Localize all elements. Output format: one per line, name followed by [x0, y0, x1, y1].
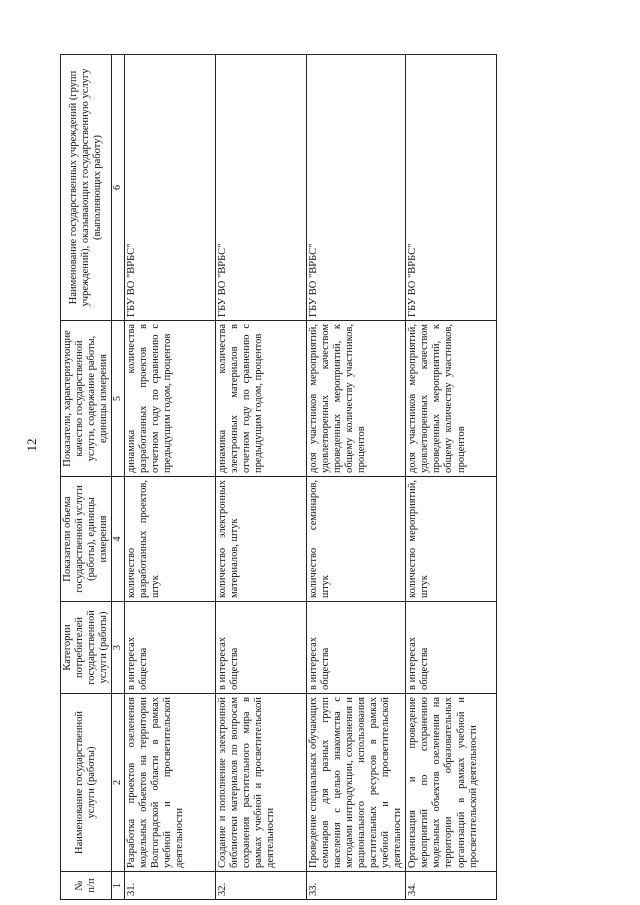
volume-indicator: количество мероприятий, штук [406, 477, 497, 602]
col-number: 4 [112, 477, 125, 602]
header-consumer-category: Категории потребителей государственной услуги (работы) [61, 602, 112, 694]
service-name: Разработка проектов озеленения модельных объектов на территории Волгоградской области в рамках учебной и просветительской деятельности [124, 694, 215, 872]
service-name: Проведение специальных обучающих семинаров для разных групп населения с целью знакомства с методами интродукции, сохранения и рационального использования растительных ресурсов в рамках учебной и просветительской деятельности [306, 694, 406, 872]
column-number-row [112, 55, 125, 900]
header-num: № п/п [61, 872, 112, 900]
quality-indicator: динамика количества электронных материалов в отчетном году по сравнению с предыдущим годом, процентов [215, 321, 306, 477]
service-name: Создание и пополнение электронной библиотеки материалов по вопросам сохранения растительного мира в рамках учебной и просветительской деятельности [215, 694, 306, 872]
institution-name: ГБУ ВО "ВРБС" [124, 55, 215, 321]
table-row [215, 55, 306, 900]
volume-indicator: количество электронных материалов, штук [215, 477, 306, 602]
rotated-table-page [60, 55, 610, 900]
consumer-category: в интересах общества [215, 602, 306, 694]
consumer-category: в интересах общества [124, 602, 215, 694]
table-row [124, 55, 215, 900]
row-number: 34. [406, 872, 497, 900]
page-number: 12 [24, 438, 39, 452]
header-volume-indicators: Показатели объема государственной услуги (работы), единицы измерения [61, 477, 112, 602]
consumer-category: в интересах общества [406, 602, 497, 694]
col-number: 2 [112, 694, 125, 872]
institution-name: ГБУ ВО "ВРБС" [406, 55, 497, 321]
row-number: 33. [306, 872, 406, 900]
services-table [60, 54, 497, 900]
service-name: Организация и проведение мероприятий по сохранению модельных объектов озеленения на территории образовательных организаций в рамках учебной и просветительской деятельности [406, 694, 497, 872]
volume-indicator: количество разработанных проектов, штук [124, 477, 215, 602]
quality-indicator: динамика количества разработанных проектов в отчетном году по сравнению с предыдущим годом, процентов [124, 321, 215, 477]
table-header-row [61, 55, 112, 900]
row-number: 32. [215, 872, 306, 900]
row-number: 31. [124, 872, 215, 900]
institution-name: ГБУ ВО "ВРБС" [306, 55, 406, 321]
consumer-category: в интересах общества [306, 602, 406, 694]
table-row [306, 55, 406, 900]
institution-name: ГБУ ВО "ВРБС" [215, 55, 306, 321]
header-service-name: Наименование государственной услуги (работы) [61, 694, 112, 872]
volume-indicator: количество семинаров, штук [306, 477, 406, 602]
quality-indicator: доля участников мероприятий, удовлетворенных качеством проведенных мероприятий, к общему количеству участников, процентов [406, 321, 497, 477]
header-institution: Наименование государственных учреждений (групп учреждений), оказывающих государственную услугу (выполняющих работу) [61, 55, 112, 321]
col-number: 5 [112, 321, 125, 477]
col-number: 6 [112, 55, 125, 321]
col-number: 3 [112, 602, 125, 694]
table-row [406, 55, 497, 900]
quality-indicator: доля участников мероприятий, удовлетворенных качеством проведенных мероприятий, к общему количеству участников, процентов [306, 321, 406, 477]
header-quality-indicators: Показатели, характеризующие качество государственной услуги, содержание работы, единицы измерения [61, 321, 112, 477]
col-number: 1 [112, 872, 125, 900]
